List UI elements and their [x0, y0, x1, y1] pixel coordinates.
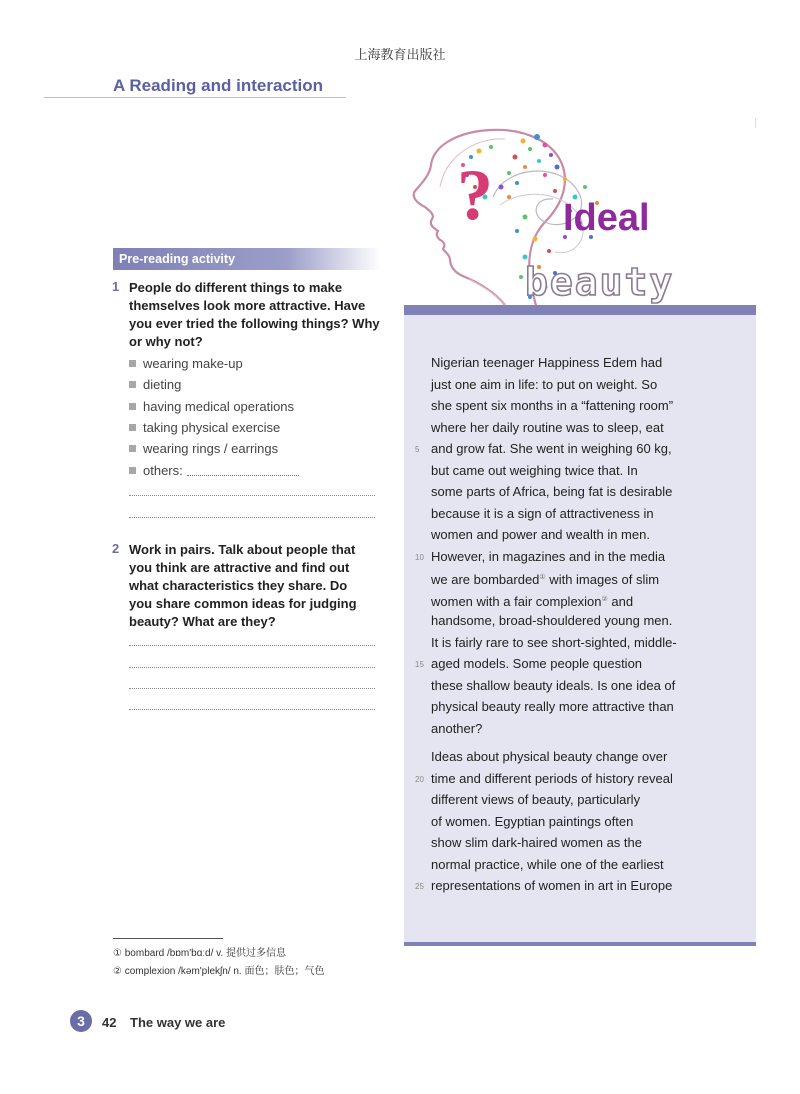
line-number: 10	[415, 552, 424, 562]
article-text: physical beauty really more attractive than	[431, 699, 674, 714]
article-text: However, in magazines and in the media	[431, 548, 666, 564]
article-text: because it is a sign of attractiveness in	[431, 505, 654, 521]
article-line	[431, 832, 642, 854]
square-bullet-icon	[129, 445, 136, 452]
article-line	[431, 675, 675, 697]
line-number: 25	[415, 882, 424, 891]
article-line	[431, 567, 659, 589]
article-line	[431, 811, 633, 833]
article-line	[431, 460, 638, 482]
square-bullet-icon	[129, 360, 136, 367]
square-bullet-icon	[129, 467, 136, 474]
article-line	[431, 789, 640, 811]
article-text: women and power and wealth in men.	[431, 527, 650, 542]
article-text: some parts of Africa, being fat is desirable	[431, 484, 673, 499]
article-line	[431, 589, 633, 611]
article-line	[431, 546, 665, 568]
article-text: Ideas about physical beauty change over	[431, 749, 668, 764]
article-text: aged models. Some people question	[431, 656, 643, 671]
article-text: women with a fair complexion	[431, 593, 602, 609]
answer-line[interactable]	[129, 709, 375, 710]
list-item: taking physical exercise	[129, 417, 389, 438]
panel-bottom-bar	[404, 942, 756, 946]
answer-line[interactable]	[129, 667, 375, 668]
question-1-number: 1	[112, 279, 120, 294]
article-line	[431, 503, 654, 525]
article-line	[431, 417, 664, 439]
article-line	[431, 481, 672, 503]
article-text: we are bombarded	[431, 572, 540, 587]
article-line	[431, 610, 672, 632]
line-number: 20	[415, 774, 424, 784]
article-text: she spent six months in a “fattening room”	[431, 398, 674, 413]
footnote-rule	[113, 938, 223, 939]
article-line	[431, 854, 664, 876]
question-1-text: People do different things to make themselves look more attractive. Have you ever tried the following things? Why or why not?	[129, 280, 380, 349]
prereading-activity-heading: Pre-reading activity	[113, 248, 381, 270]
article-text: handsome, broad-shouldered young men.	[431, 613, 673, 628]
list-item: wearing rings / earrings	[129, 438, 389, 459]
article-text: with images of slim	[545, 572, 660, 587]
article-line	[431, 653, 642, 675]
article-line	[431, 746, 667, 768]
article-line	[431, 374, 657, 396]
article-text: Nigerian teenager Happiness Edem had	[431, 355, 663, 370]
article-text: just one aim in life: to put on weight. So	[431, 376, 658, 392]
list-item: wearing make-up	[129, 353, 389, 374]
article-text: these shallow beauty ideals. Is one idea of	[431, 677, 676, 693]
article-line	[431, 696, 674, 718]
ideal-beauty-illustration	[405, 127, 705, 312]
publisher-name: 上海教育出版社	[354, 48, 446, 63]
article-text: but came out weighing twice that. In	[431, 462, 638, 478]
question-mark-graphic: ?	[457, 155, 493, 235]
footnote-2: ② complexion /kəm'plekʃn/ n. 面色；肤色；气色	[113, 966, 325, 977]
article-line	[431, 875, 672, 897]
answer-line[interactable]	[129, 495, 375, 496]
unit-title: The way we are	[130, 1015, 226, 1030]
article-text: where her daily routine was to sleep, eat	[431, 419, 664, 435]
square-bullet-icon	[129, 424, 136, 431]
article-line	[431, 438, 672, 460]
article-line	[431, 352, 662, 374]
answer-line[interactable]	[129, 517, 375, 518]
article-text: normal practice, while one of the earliest	[431, 856, 664, 872]
article-text: and	[607, 593, 634, 609]
list-item-others: others:	[129, 459, 389, 480]
article-line	[431, 524, 650, 546]
answer-line[interactable]	[129, 688, 375, 689]
article-line	[431, 768, 673, 790]
answer-line[interactable]	[129, 645, 375, 646]
line-number: 5	[415, 445, 420, 454]
article-line	[431, 395, 673, 417]
corner-mark	[755, 118, 756, 128]
footnote-1: ① bombard /bɒm'bɑːd/ v. 提供过多信息	[113, 948, 286, 959]
article-text: representations of women in art in Europe	[431, 878, 673, 893]
panel-top-bar	[404, 305, 756, 315]
title-ideal: Ideal	[563, 197, 650, 239]
question-2-number: 2	[112, 541, 120, 556]
article-text: It is fairly rare to see short-sighted, middle-	[431, 634, 677, 650]
section-title: A Reading and interaction	[113, 76, 324, 95]
article-line	[431, 718, 482, 740]
question-2-text: Work in pairs. Talk about people that you think are attractive and find out what characteristics they share. Do you share common ideas for judging beauty? What are they?	[129, 542, 357, 629]
square-bullet-icon	[129, 403, 136, 410]
page-number: 42	[102, 1015, 117, 1030]
square-bullet-icon	[129, 381, 136, 388]
article-text: different views of beauty, particularly	[431, 792, 641, 807]
list-item: dieting	[129, 374, 389, 395]
chapter-badge: 3	[70, 1010, 92, 1032]
article-text: time and different periods of history reveal	[431, 770, 673, 786]
article-text: and grow fat. She went in weighing 60 kg,	[431, 441, 672, 456]
article-text: of women. Egyptian paintings often	[431, 813, 634, 829]
line-number: 15	[415, 660, 424, 669]
article-text: another?	[431, 720, 483, 736]
others-answer-line[interactable]	[187, 464, 299, 476]
section-rule	[44, 97, 346, 98]
option-list	[129, 353, 389, 481]
footnote-marker: ②	[601, 595, 608, 603]
footnote-marker: ①	[539, 574, 546, 581]
title-beauty: beauty	[525, 260, 675, 304]
article-line	[431, 632, 677, 654]
article-text: show slim dark-haired women as the	[431, 835, 642, 850]
list-item: having medical operations	[129, 396, 389, 417]
